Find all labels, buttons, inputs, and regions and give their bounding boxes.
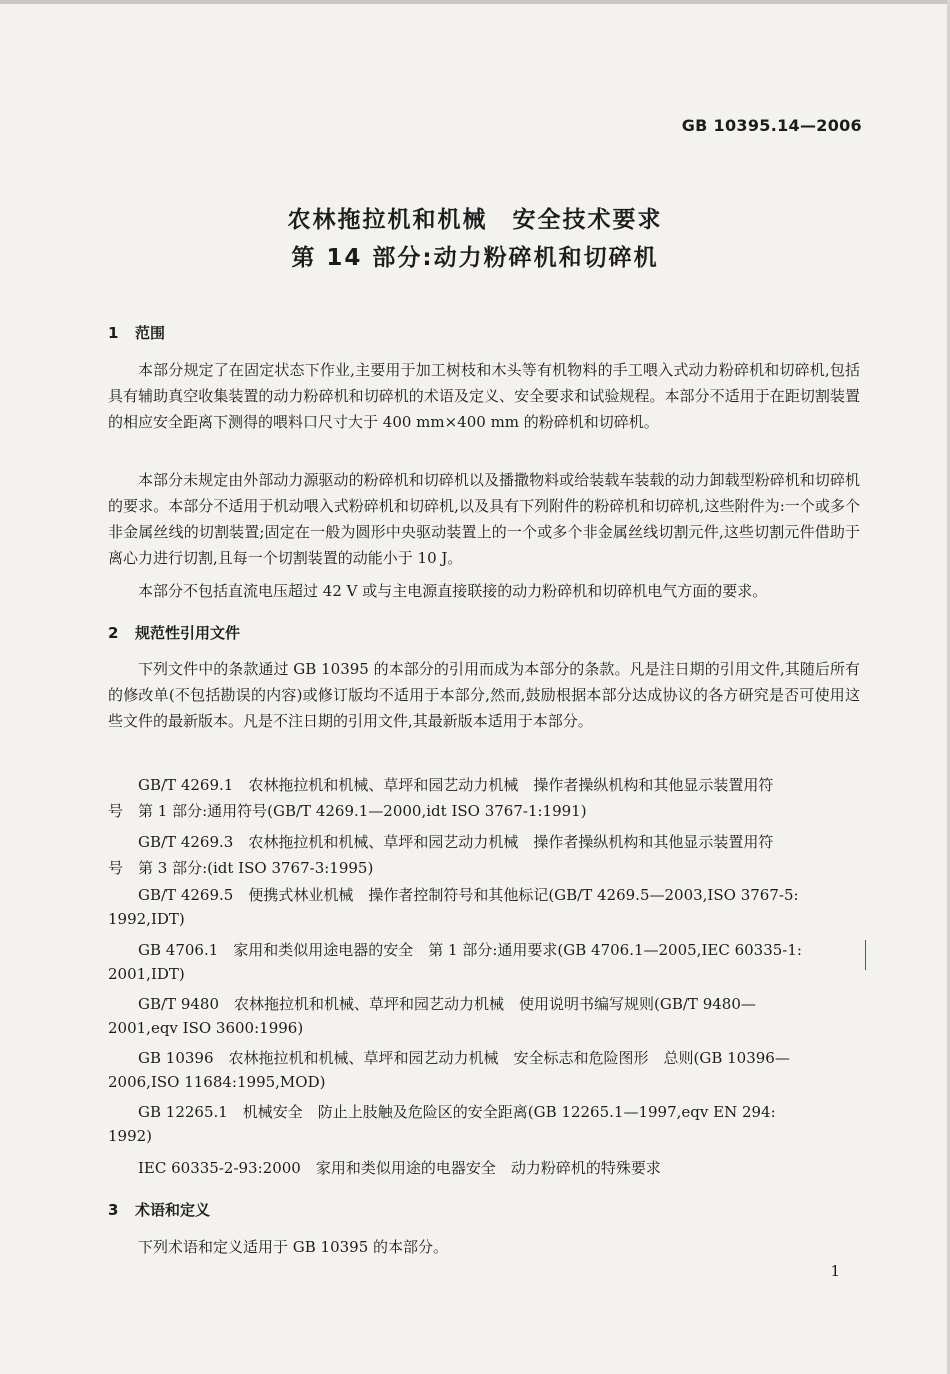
paragraph: 本部分未规定由外部动力源驱动的粉碎机和切碎机以及播撒物料或给装载车装载的动力卸载型粉碎机和切碎机的要求。本部分不适用于机动喂入式粉碎机和切碎机,以及具有下列附件的粉碎机和切碎机,这些附件为:一个或多个非金属丝线的切割装置;固定在一般为圆形中央驱动装置上的一个或多个非金属丝线切割元件,这些切割元件借助于离心力进行切割,且每一个切割装置的动能小于 10 J。 — [108, 471, 860, 567]
reference-line: GB 10396 农林拖拉机和机械、草坪和园艺动力机械 安全标志和危险图形 总则(GB 10396— — [138, 1049, 790, 1067]
section-number: 2 — [108, 624, 119, 642]
title-line-2: 第 14 部分:动力粉碎机和切碎机 — [291, 245, 659, 271]
paragraph: 本部分不包括直流电压超过 42 V 或与主电源直接联接的动力粉碎机和切碎机电气方面的要求。 — [138, 582, 768, 600]
reference-line: 号 第 1 部分:通用符号(GB/T 4269.1—2000,idt ISO 3767-1:1991) — [108, 802, 587, 820]
reference-line: GB/T 4269.3 农林拖拉机和机械、草坪和园艺动力机械 操作者操纵机构和其他显示装置用符 — [138, 833, 774, 851]
reference-line: 2001,eqv ISO 3600:1996) — [108, 1019, 304, 1037]
section-title: 范围 — [135, 324, 166, 342]
reference-line: GB/T 4269.1 农林拖拉机和机械、草坪和园艺动力机械 操作者操纵机构和其他显示装置用符 — [138, 776, 774, 794]
reference-line: GB 4706.1 家用和类似用途电器的安全 第 1 部分:通用要求(GB 4706.1—2005,IEC 60335-1: — [138, 941, 802, 959]
section-title: 规范性引用文件 — [135, 624, 241, 642]
section-number: 3 — [108, 1201, 119, 1219]
section-number: 1 — [108, 324, 119, 342]
scan-mark — [865, 940, 866, 970]
page-number: 1 — [830, 1262, 840, 1280]
standard-number: GB 10395.14—2006 — [681, 116, 862, 135]
reference-line: GB 12265.1 机械安全 防止上肢触及危险区的安全距离(GB 12265.1—1997,eqv EN 294: — [138, 1103, 776, 1121]
reference-line: 1992,IDT) — [108, 910, 185, 928]
section-3-heading — [108, 1199, 210, 1220]
reference-line: GB/T 4269.5 便携式林业机械 操作者控制符号和其他标记(GB/T 4269.5—2003,ISO 3767-5: — [138, 886, 799, 904]
section-title: 术语和定义 — [135, 1201, 211, 1219]
reference-line: 号 第 3 部分:(idt ISO 3767-3:1995) — [108, 859, 374, 877]
reference-line: 2006,ISO 11684:1995,MOD) — [108, 1073, 326, 1091]
paragraph: 下列文件中的条款通过 GB 10395 的本部分的引用而成为本部分的条款。凡是注日期的引用文件,其随后所有的修改单(不包括勘误的内容)或修订版均不适用于本部分,然而,鼓励根据本部分达成协议的各方研究是否可使用这些文件的最新版本。凡是不注日期的引用文件,其最新版本适用于本部分。 — [108, 660, 860, 730]
reference-line: GB/T 9480 农林拖拉机和机械、草坪和园艺动力机械 使用说明书编写规则(GB/T 9480— — [138, 995, 756, 1013]
scan-edge-top — [0, 0, 950, 4]
reference-line: IEC 60335-2-93:2000 家用和类似用途的电器安全 动力粉碎机的特殊要求 — [138, 1159, 661, 1177]
section-2-heading — [108, 622, 240, 643]
paragraph: 下列术语和定义适用于 GB 10395 的本部分。 — [138, 1238, 449, 1256]
reference-line: 1992) — [108, 1127, 153, 1145]
title-line-1: 农林拖拉机和机械 安全技术要求 — [287, 207, 663, 233]
reference-line: 2001,IDT) — [108, 965, 185, 983]
paragraph: 本部分规定了在固定状态下作业,主要用于加工树枝和木头等有机物料的手工喂入式动力粉碎机和切碎机,包括具有辅助真空收集装置的动力粉碎机和切碎机的术语及定义、安全要求和试验规程。本部分不适用于在距切割装置的相应安全距离下测得的喂料口尺寸大于 400 mm×400 mm 的粉碎机和切碎机。 — [108, 361, 860, 431]
section-1-heading — [108, 322, 165, 343]
